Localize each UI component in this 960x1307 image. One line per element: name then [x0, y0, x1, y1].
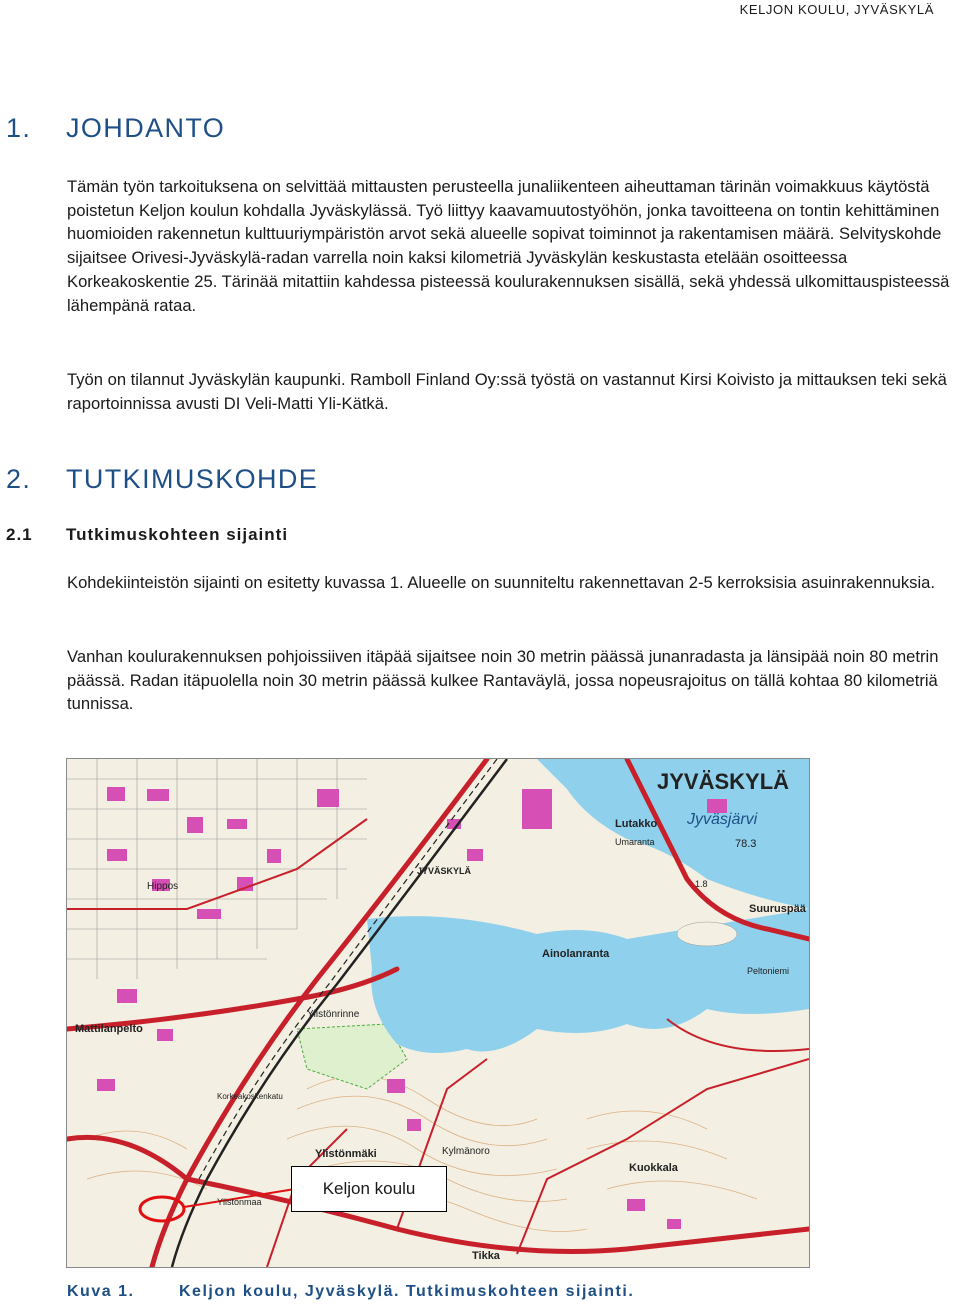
subsection-title: Tutkimuskohteen sijainti: [66, 525, 289, 544]
map-callout-keljon-koulu: Keljon koulu: [291, 1166, 447, 1212]
map-label-ylistonmaa: Ylistönmaa: [217, 1197, 262, 1207]
location-paragraph-2: [67, 645, 952, 716]
section-title: TUTKIMUSKOHDE: [66, 464, 319, 494]
caption-text: Keljon koulu, Jyväskylä. Tutkimuskohteen sijainti.: [179, 1283, 635, 1300]
section-heading-johdanto: [6, 113, 225, 144]
paragraph-text: Tämän työn tarkoituksena on selvittää mittausten perusteella junaliikenteen aiheuttaman tärinän voimakkuus käytöstä poistetun Keljon koulun kohdalla Jyväskylässä. Työ liittyy kaavamuutostyöhön, jonka tavoitteena on tontin kehittäminen huomioiden rakennetun kulttuuriympäristön arvot sekä alueelle sopivat toiminnot ja rakentamisen määrä. Selvityskohde sijaitsee Orivesi-Jyväskylä-radan varrella noin kaksi kilometriä Jyväskylän keskustasta etelään osoitteessa Korkeakoskentie 25. Tärinää mitattiin kahdessa pisteessä koulurakennuksen sisällä, sekä yhdessä ulkomittauspisteessä lähempänä rataa.: [67, 177, 950, 315]
map-label-suuruspaa: Suuruspää: [749, 903, 806, 915]
paragraph-text: Työn on tilannut Jyväskylän kaupunki. Ramboll Finland Oy:ssä työstä on vastannut Kirsi Koivisto ja mittauksen teki sekä raportoinnissa avusti DI Veli-Matti Yli-Kätkä.: [67, 370, 947, 413]
map-label-kuokkala: Kuokkala: [629, 1162, 678, 1174]
section-heading-tutkimuskohde: [6, 464, 318, 495]
map-label-ylistonrinne: Ylistönrinne: [307, 1009, 360, 1020]
caption-number: Kuva 1.: [67, 1283, 135, 1300]
island: [677, 922, 737, 946]
paragraph-text: Kohdekiinteistön sijainti on esitetty kuvassa 1. Alueelle on suunniteltu rakennettavan 2-5 kerroksisia asuinrakennuksia.: [67, 573, 935, 592]
intro-paragraph-2: [67, 368, 952, 415]
subsection-heading: [6, 525, 288, 545]
figure-caption: [67, 1283, 634, 1301]
map-label-umaranta: Umaranta: [615, 837, 655, 847]
map-label-station: JYVÄSKYLÄ: [417, 866, 472, 876]
map-label-kylmanoro: Kylmänoro: [442, 1146, 490, 1157]
map-label-ylistonmaki: Ylistönmäki: [315, 1148, 377, 1160]
map-label-city: JYVÄSKYLÄ: [657, 769, 790, 794]
map-label-km-marker: 1.8: [695, 879, 708, 889]
intro-paragraph-1: [67, 175, 952, 317]
map-label-mattilanpelto: Mattilanpelto: [75, 1023, 143, 1035]
section-number: 1.: [6, 113, 32, 143]
map-label-lutakko: Lutakko: [615, 818, 658, 830]
map-label-korkeakoski: Korkeakoskenkatu: [217, 1092, 283, 1101]
location-paragraph-1: [67, 571, 952, 595]
running-header: KELJON KOULU, JYVÄSKYLÄ: [739, 2, 934, 17]
map-label-lake: Jyväsjärvi: [687, 811, 758, 828]
map-label-hippos: Hippos: [147, 881, 179, 892]
section-number: 2.: [6, 464, 32, 494]
map-label-lake-level: 78.3: [735, 838, 757, 850]
map-label-ainolanranta: Ainolanranta: [542, 948, 610, 960]
subsection-number: 2.1: [6, 525, 33, 544]
map-label-tikka: Tikka: [472, 1250, 500, 1262]
map-label-peltoniemi: Peltoniemi: [747, 966, 790, 976]
section-title: JOHDANTO: [66, 113, 226, 143]
paragraph-text: Vanhan koulurakennuksen pohjoissiiven itäpää sijaitsee noin 30 metrin päässä junanradasta ja länsipää noin 80 metrin päässä. Radan itäpuolella noin 30 metrin päässä kulkee Rantaväylä, jossa nopeusrajoitus on tällä kohtaa 80 kilometriä tunnissa.: [67, 647, 939, 714]
